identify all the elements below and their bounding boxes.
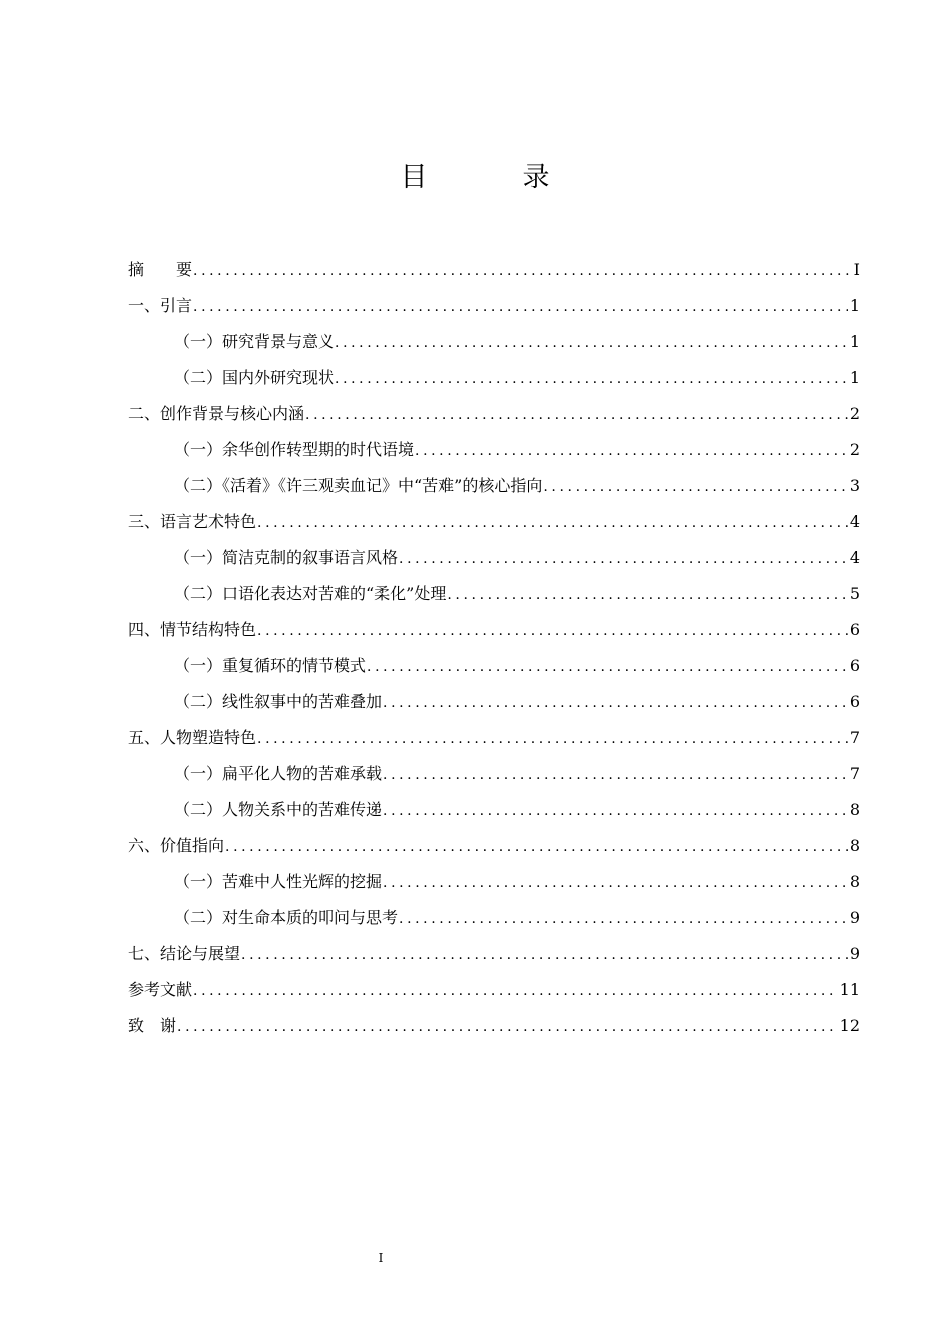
dot-leader — [383, 793, 848, 829]
toc-entry-conclusion[interactable] — [128, 936, 860, 972]
dot-leader — [193, 973, 838, 1009]
dot-leader — [383, 865, 848, 901]
page-number: I — [378, 1251, 384, 1265]
toc-entry-page: 7 — [849, 728, 860, 747]
toc-entry-label: 七、结论与展望 — [128, 944, 241, 963]
dot-leader — [193, 289, 848, 325]
toc-entry-page: 11 — [839, 980, 860, 999]
dot-leader — [447, 577, 847, 613]
toc-entry-page: 2 — [849, 440, 860, 459]
toc-entry-page: 4 — [849, 512, 860, 531]
toc-entry-linear-narrative[interactable] — [128, 684, 860, 720]
toc-entry-page: 8 — [849, 800, 860, 819]
toc-entry-page: 9 — [849, 908, 860, 927]
dot-leader — [257, 505, 848, 541]
dot-leader — [335, 325, 848, 361]
dot-leader — [241, 937, 848, 973]
toc-entry-label: （二）口语化表达对苦难的“柔化”处理 — [174, 584, 447, 603]
dot-leader — [335, 361, 848, 397]
toc-entry-page: I — [853, 260, 860, 279]
toc-entry-label: 三、语言艺术特色 — [128, 512, 257, 531]
toc-entry-label: 六、价值指向 — [128, 836, 225, 855]
toc-entry-page: 6 — [849, 692, 860, 711]
toc-entry-page: 5 — [849, 584, 860, 603]
toc-entry-label: （一）重复循环的情节模式 — [174, 656, 367, 675]
toc-entry-language-art[interactable] — [128, 504, 860, 540]
toc-entry-page: 4 — [849, 548, 860, 567]
toc-entry-label: 摘 要 — [128, 260, 193, 279]
toc-entry-label: （一）余华创作转型期的时代语境 — [174, 440, 415, 459]
toc-entry-value-orientation[interactable] — [128, 828, 860, 864]
toc-entry-humanity-glory[interactable] — [128, 864, 860, 900]
dot-leader — [399, 541, 848, 577]
toc-entry-label: （二）线性叙事中的苦难叠加 — [174, 692, 383, 711]
toc-entry-label: （一）简洁克制的叙事语言风格 — [174, 548, 399, 567]
toc-entry-page: 2 — [849, 404, 860, 423]
dot-leader — [193, 253, 850, 289]
toc-entry-flat-characters[interactable] — [128, 756, 860, 792]
toc-entry-introduction[interactable] — [128, 288, 860, 324]
toc-entry-page: 6 — [849, 656, 860, 675]
toc-entry-label: 五、人物塑造特色 — [128, 728, 257, 747]
toc-entry-label: （二）对生命本质的叩问与思考 — [174, 908, 399, 927]
toc-entry-repetition-pattern[interactable] — [128, 648, 860, 684]
dot-leader — [257, 613, 848, 649]
toc-entry-era-context[interactable] — [128, 432, 860, 468]
toc-entry-research-status[interactable] — [128, 360, 860, 396]
dot-leader — [257, 721, 848, 757]
toc-entry-label: 参考文献 — [128, 980, 193, 999]
toc-entry-narrative-style[interactable] — [128, 540, 860, 576]
page-title: 目 录 — [400, 162, 584, 193]
toc-entry-label: （二）《活着》《许三观卖血记》中“苦难”的核心指向 — [174, 476, 543, 495]
toc-entry-acknowledgements[interactable] — [128, 1008, 860, 1044]
dot-leader — [399, 901, 848, 937]
toc-entry-page: 8 — [849, 872, 860, 891]
dot-leader — [305, 397, 848, 433]
toc-entry-label: （一）扁平化人物的苦难承载 — [174, 764, 383, 783]
dot-leader — [383, 685, 848, 721]
toc-entry-label: 致 谢 — [128, 1016, 177, 1035]
toc-entry-page: 1 — [849, 368, 860, 387]
toc-entry-page: 9 — [849, 944, 860, 963]
toc-entry-page: 7 — [849, 764, 860, 783]
toc-entry-page: 6 — [849, 620, 860, 639]
toc-entry-life-essence[interactable] — [128, 900, 860, 936]
toc-entry-background-connotation[interactable] — [128, 396, 860, 432]
toc-entry-page: 1 — [849, 332, 860, 351]
toc-entry-label: 一、引言 — [128, 296, 193, 315]
dot-leader — [367, 649, 848, 685]
dot-leader — [543, 469, 847, 505]
toc-entry-plot-structure[interactable] — [128, 612, 860, 648]
toc-entry-label: （二）国内外研究现状 — [174, 368, 335, 387]
toc-entry-suffering-core[interactable] — [128, 468, 860, 504]
table-of-contents — [128, 252, 860, 1044]
toc-entry-label: （一）苦难中人性光辉的挖掘 — [174, 872, 383, 891]
toc-entry-page: 3 — [849, 476, 860, 495]
toc-entry-page: 8 — [849, 836, 860, 855]
toc-entry-relationship-transfer[interactable] — [128, 792, 860, 828]
toc-entry-abstract[interactable] — [128, 252, 860, 288]
toc-entry-research-background[interactable] — [128, 324, 860, 360]
toc-entry-label: （一）研究背景与意义 — [174, 332, 335, 351]
toc-entry-label: 二、创作背景与核心内涵 — [128, 404, 305, 423]
toc-entry-label: 四、情节结构特色 — [128, 620, 257, 639]
dot-leader — [177, 1009, 838, 1045]
toc-entry-references[interactable] — [128, 972, 860, 1008]
dot-leader — [225, 829, 848, 865]
dot-leader — [383, 757, 848, 793]
toc-entry-colloquial-softening[interactable] — [128, 576, 860, 612]
dot-leader — [415, 433, 848, 469]
toc-entry-page: 1 — [849, 296, 860, 315]
toc-entry-page: 12 — [839, 1016, 860, 1035]
toc-entry-label: （二）人物关系中的苦难传递 — [174, 800, 383, 819]
toc-entry-characterization[interactable] — [128, 720, 860, 756]
